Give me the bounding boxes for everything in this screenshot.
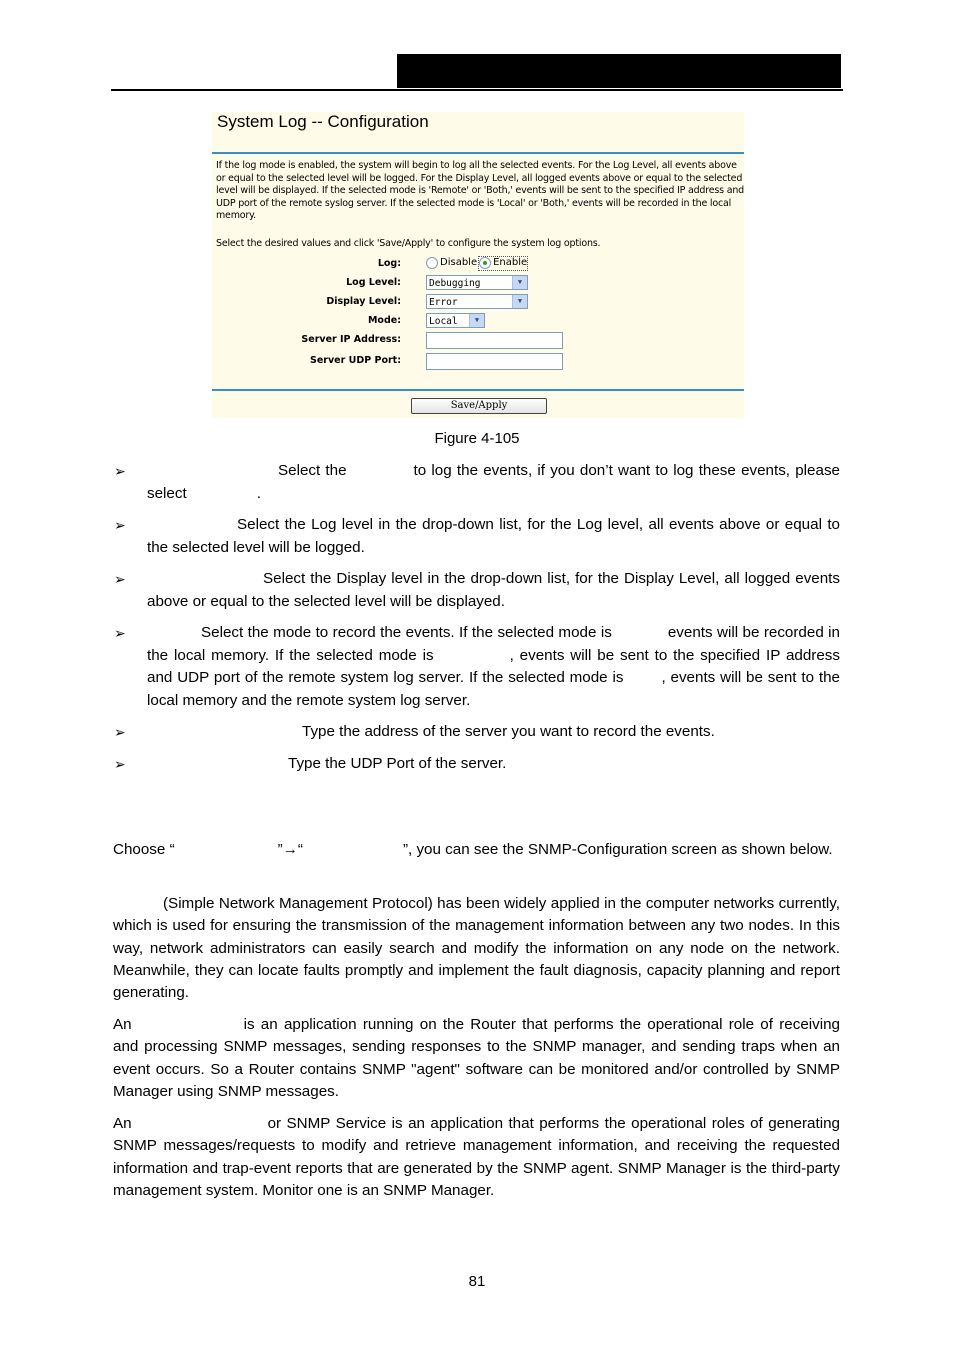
header-rule — [111, 89, 843, 91]
bullet-text: , events will be sent to the local memory and the remote system log server. — [147, 669, 840, 709]
display-level-row — [212, 293, 744, 311]
bullet-server-port — [114, 753, 840, 776]
bullet-text: Select the mode to record the events. If the selected mode is — [201, 624, 612, 641]
arrow-bullet-icon: ➢ — [114, 571, 126, 587]
mode-value: Local — [429, 316, 458, 327]
para-text: An — [113, 1016, 132, 1033]
para-text: or SNMP Service is an application that performs the operational roles of generating SNMP messages/requests to modify and retrieve management information, and receiving the requested information and trap-event reports that are generated by the SNMP agent. SNMP Manager is the third-party management system. Monitor one is an SNMP Manager. — [113, 1115, 840, 1199]
save-apply-button[interactable]: Save/Apply — [411, 398, 547, 414]
chevron-down-icon[interactable]: ▼ — [512, 276, 527, 289]
log-enable-option[interactable] — [479, 257, 527, 270]
server-port-input[interactable] — [426, 353, 563, 370]
system-log-config-panel — [212, 112, 744, 418]
log-level-value: Debugging — [429, 278, 481, 289]
mode-select[interactable] — [426, 313, 485, 328]
bullet-mode — [114, 622, 840, 712]
log-row — [212, 255, 744, 273]
log-enable-label: Enable — [493, 257, 528, 268]
mode-label: Mode: — [367, 315, 401, 326]
bullet-text: . — [256, 484, 261, 502]
bullet-text: , events will be sent to the specified IP address and UDP port of the remote system log server. If the selected mode is — [147, 646, 840, 686]
arrow-bullet-icon: ➢ — [114, 756, 126, 772]
log-level-row — [212, 274, 744, 292]
display-level-value: Error — [429, 297, 458, 308]
bullet-log — [114, 460, 840, 505]
display-level-select[interactable] — [426, 294, 528, 309]
paragraph-agent — [113, 1014, 840, 1103]
para-text: (Simple Network Management Protocol) has been widely applied in the computer networks currently, which is used for ensuring the transmission of the management information between any two nodes. In this way, network administrators can easily search and modify the information on any node on the network. Meanwhile, they can locate faults promptly and implement the fault diagnosis, capacity planning and report generating. — [113, 895, 840, 1002]
paragraph-choose — [113, 839, 840, 861]
para-text: “ — [297, 841, 303, 858]
log-radio-group — [426, 257, 529, 270]
log-level-label: Log Level: — [346, 277, 401, 288]
para-text: ” — [277, 841, 283, 858]
para-text: ”, you can see the SNMP-Configuration screen as shown below. — [402, 841, 833, 858]
panel-description: If the log mode is enabled, the system will begin to log all the selected events. For the Log Level, all events above or equal to the selected level will be logged. For the Display Level, all logged events above or equal to the selected level will be displayed. If the selected mode is 'Remote' or 'Both,' events will be sent to the specified IP address and UDP port of the remote syslog server. If the selected mode is 'Local' or 'Both,' events will be recorded in the local memory. — [216, 160, 744, 221]
bullet-log-level — [114, 514, 840, 559]
arrow-bullet-icon: ➢ — [114, 463, 126, 479]
paragraph-manager — [113, 1113, 840, 1202]
chevron-down-icon[interactable]: ▼ — [469, 314, 484, 327]
bullet-text: Type the UDP Port of the server. — [288, 755, 507, 772]
log-label: Log: — [377, 258, 401, 269]
server-port-row — [212, 352, 744, 370]
arrow-right-icon: → — [282, 841, 298, 858]
server-ip-label: Server IP Address: — [301, 334, 401, 345]
chevron-down-icon[interactable]: ▼ — [512, 295, 527, 308]
bullet-text: to log the events, if you don’t want to log these events, please select — [147, 462, 840, 502]
header-bar — [397, 54, 841, 88]
display-level-label: Display Level: — [326, 296, 401, 307]
panel-instruction: Select the desired values and click 'Save/Apply' to configure the system log options. — [216, 238, 601, 249]
bullet-text: Select the Log level in the drop-down list, for the Log level, all events above or equal to the selected level will be logged. — [147, 516, 840, 556]
log-disable-label: Disable — [440, 257, 478, 268]
panel-bottom-divider — [212, 389, 744, 391]
bullet-server-ip — [114, 721, 840, 744]
server-port-label: Server UDP Port: — [310, 355, 401, 366]
bullet-text: Select the — [278, 462, 347, 479]
paragraph-snmp — [113, 893, 840, 1004]
log-enable-radio[interactable] — [479, 257, 491, 269]
arrow-bullet-icon: ➢ — [114, 517, 126, 533]
bullet-display-level — [114, 568, 840, 613]
page-number: 81 — [468, 1273, 486, 1290]
log-disable-radio[interactable] — [426, 257, 438, 269]
para-text: Choose “ — [113, 841, 175, 858]
mode-row — [212, 312, 744, 330]
log-disable-option[interactable] — [426, 257, 477, 270]
figure-caption: Figure 4-105 — [434, 430, 520, 447]
server-ip-row — [212, 331, 744, 349]
para-text: An — [113, 1115, 132, 1132]
panel-top-divider — [212, 152, 744, 154]
bullet-text: Type the address of the server you want to record the events. — [302, 723, 715, 740]
bullet-text: events will be recorded in the local memory. If the selected mode is — [147, 624, 841, 664]
arrow-bullet-icon: ➢ — [114, 724, 126, 740]
server-ip-input[interactable] — [426, 332, 563, 349]
panel-title: System Log -- Configuration — [217, 112, 429, 131]
bullet-text: Select the Display level in the drop-down list, for the Display Level, all logged events above or equal to the selected level will be displayed. — [147, 570, 840, 610]
arrow-bullet-icon: ➢ — [114, 625, 126, 641]
log-level-select[interactable] — [426, 275, 528, 290]
para-text: is an application running on the Router that performs the operational role of receiving and processing SNMP messages, sending responses to the SNMP manager, and sending traps when an event occurs. So a Router contains SNMP "agent" software can be monitored and/or controlled by SNMP Manager using SNMP messages. — [113, 1016, 840, 1100]
